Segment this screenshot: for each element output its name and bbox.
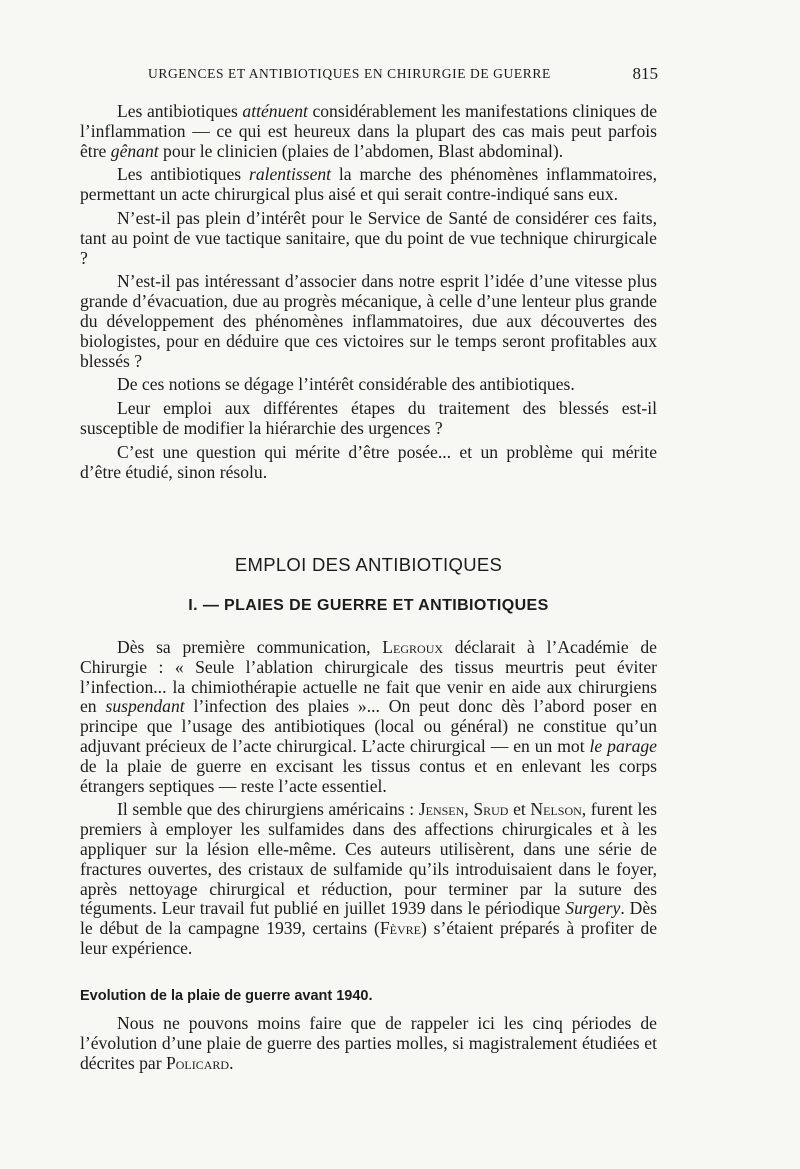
paragraph-2: Les antibiotiques ralentissent la marche des phénomènes inflammatoires, permettant un acte chirurgical plus aisé et qui serait contre-indiqué sans eux. bbox=[80, 164, 658, 205]
section-body bbox=[80, 638, 657, 959]
paragraph-6: Leur emploi aux différentes étapes du traitement des blessés est-il susceptible de modifier la hiérarchie des urgences ? bbox=[80, 398, 657, 438]
paragraph-7: C’est une question qui mérite d’être posée... et un problème qui mérite d’être étudié, sinon résolu. bbox=[80, 441, 657, 482]
paragraph-5: De ces notions se dégage l’intérêt considérable des antibiotiques. bbox=[117, 374, 575, 395]
paragraph-1: Les antibiotiques atténuent considérablement les manifestations cliniques de l’inflammation — ce qui est heureux dans la plupart des cas mais peut parfois être gênant pour le clinicien (plaies de l’abdomen, Blast abdominal). bbox=[80, 101, 658, 161]
paragraph-9: Il semble que des chirurgiens américains : Jensen, Srud et Nelson, furent les premiers à employer les sulfamides dans des affections chirurgicales et à les appliquer sur la lésion elle-même. Ces auteurs utilisèrent, dans une série de fractures ouvertes, des cristaux de sulfamide qu’ils introduisaient dans le foyer, après nettoyage chirurgical et réduction, pour terminer par la suture des téguments. Leur travail fut publié en juillet 1939 dans le périodique Surgery. Dès le début de la campagne 1939, certains (Fèvre) s’étaient préparés à profiter de leur expérience. bbox=[80, 799, 658, 958]
paragraph-8: Dès sa première communication, Legroux déclarait à l’Académie de Chirurgie : « Seule l’ablation chirurgicale des tissus meurtris peut éviter l’infection... la chimiothérapie actuelle ne fait que venir en aide aux chirurgiens en suspendant l’infection des plaies »... On peut donc dès l’abord poser en principe que l’usage des antibiotiques (local ou général) ne constitue qu’un adjuvant précieux de l’acte chirurgical. L’acte chirurgical — en un mot le parage de la plaie de guerre en excisant les tissus contus et en enlevant les corps étrangers septiques — reste l’acte essentiel. bbox=[80, 637, 657, 796]
paragraph-4: N’est-il pas intéressant d’associer dans notre esprit l’idée d’une vitesse plus grande d’évacuation, due au progrès mécanique, à celle d’une lenteur plus grande du développement des phénomènes inflammatoires, due aux découvertes des biologistes, pour en déduire que ces victoires sur le temps seront profitables aux blessés ? bbox=[80, 271, 657, 371]
subsection-title: I. — PLAIES DE GUERRE ET ANTIBIOTIQUES bbox=[188, 597, 549, 614]
page-number: 815 bbox=[632, 64, 658, 83]
section-title: EMPLOI DES ANTIBIOTIQUES bbox=[234, 554, 503, 575]
running-title: URGENCES ET ANTIBIOTIQUES EN CHIRURGIE DE GUERRE bbox=[148, 66, 551, 81]
final-block bbox=[80, 1014, 657, 1073]
paragraph-3: N’est-il pas plein d’intérêt pour le Service de Santé de considérer ces faits, tant au point de vue tactique sanitaire, que du point de vue technique chirurgicale ? bbox=[80, 207, 657, 268]
intro-block bbox=[80, 102, 657, 482]
subheading: Evolution de la plaie de guerre avant 1940. bbox=[80, 988, 373, 1004]
paragraph-10: Nous ne pouvons moins faire que de rappeler ici les cinq périodes de l’évolution d’une plaie de guerre des parties molles, si magistralement étudiées et décrites par Policard. bbox=[80, 1013, 657, 1073]
